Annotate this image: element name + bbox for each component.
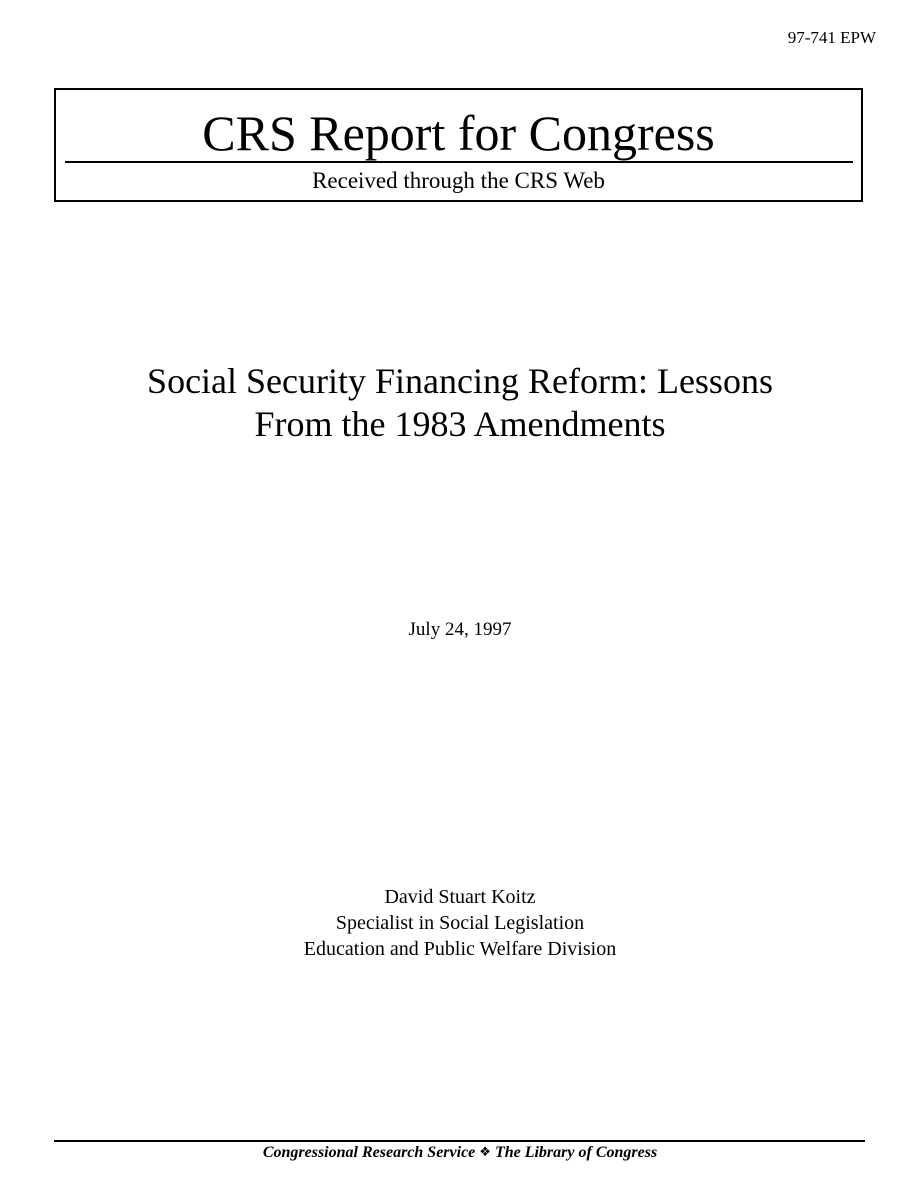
report-header-box	[54, 88, 863, 202]
author-block	[0, 884, 920, 962]
document-title	[60, 360, 860, 446]
footer-library: The Library of Congress	[494, 1144, 658, 1161]
footer-divider	[54, 1140, 865, 1142]
footer	[0, 1144, 920, 1162]
report-number: 97-741 EPW	[787, 28, 876, 47]
document-title-line-2: From the 1983 Amendments	[254, 404, 666, 444]
report-series-subtitle: Received through the CRS Web	[312, 168, 605, 193]
document-date: July 24, 1997	[408, 619, 512, 640]
footer-publisher: Congressional Research Service	[262, 1144, 476, 1161]
document-title-line-1: Social Security Financing Reform: Lessons	[147, 361, 773, 401]
author-division: Education and Public Welfare Division	[303, 938, 617, 960]
header-divider	[65, 161, 853, 163]
report-series-title: CRS Report for Congress	[202, 105, 715, 161]
author-position: Specialist in Social Legislation	[335, 912, 585, 934]
author-name: David Stuart Koitz	[384, 886, 536, 908]
four-diamond-icon: ❖	[479, 1145, 491, 1160]
